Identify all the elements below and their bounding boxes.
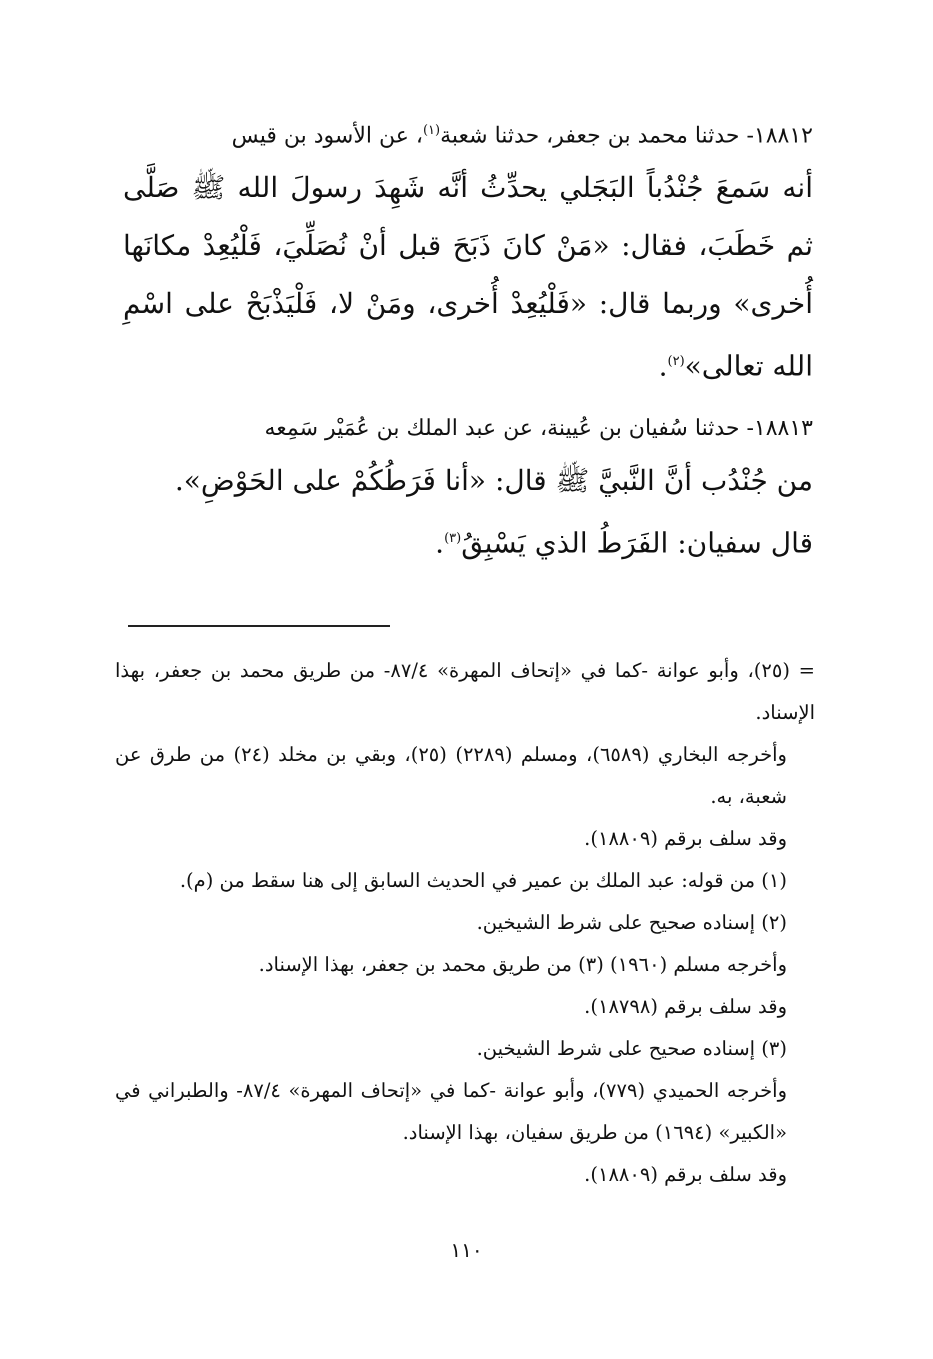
hadith-18813-quote-text: قال سفيان: الفَرَطُ الذي يَسْبِقُ (461, 525, 813, 559)
hadith-18812-body-text: أنه سَمعَ جُنْدُباً البَجَلي يحدِّثُ أنَّه شَهِدَ رسولَ الله ﷺ صَلَّى ثم خَطَبَ، فقال: «مَنْ كانَ ذَبَحَ قبل أنْ نُصَلِّيَ، فَلْيُعِدْ مكانَها أُخرى» وربما قال: «فَلْيُعِدْ أُخرى، ومَنْ لا، فَلْيَذْبَحْ على اسْمِ الله تعالى» (123, 171, 813, 383)
hadith-18813-body-text: من جُنْدُب أنَّ النَّبيَّ ﷺ قال: «أنا فَرَطُكُمْ على الحَوْضِ». (174, 463, 813, 497)
footnote-line: وأخرجه مسلم (١٩٦٠) (٣) من طريق محمد بن جعفر، بهذا الإسناد. (258, 953, 787, 976)
main-text (123, 108, 813, 572)
footnote-line: (٢) إسناده صحيح على شرط الشيخين. (476, 911, 787, 934)
footnote-line: وقد سلف برقم (١٨٧٩٨). (584, 995, 787, 1018)
footnote-line: = (٢٥)، وأبو عوانة -كما في «إتحاف المهرة» ٨٧/٤- من طريق محمد بن جعفر، بهذا الإسناد. (115, 659, 815, 724)
footnote-line: (١) من قوله: عبد الملك بن عمير في الحديث السابق إلى هنا سقط من (م). (179, 869, 787, 892)
hadith-18812-intro-text: ١٨٨١٢- حدثنا محمد بن جعفر، حدثنا شعبة (440, 123, 813, 149)
hadith-18813-body (123, 452, 813, 510)
footnote-marker-1: (١) (422, 123, 441, 138)
footnote-divider (128, 625, 390, 627)
footnotes (115, 650, 815, 1196)
footnote-marker-2: (٢) (667, 354, 685, 370)
hadith-18812-body (123, 159, 813, 395)
hadith-18813-intro (123, 406, 813, 452)
footnote-marker-3: (٣) (444, 530, 462, 546)
hadith-18813-intro-text: ١٨٨١٣- حدثنا سُفيان بن عُيينة، عن عبد الملك بن عُمَيْر سَمِعه (264, 415, 813, 441)
hadith-18812-body-end: . (658, 349, 668, 383)
hadith-18812-intro-tail: ، عن الأسود بن قيس (231, 123, 423, 149)
footnote-line: وأخرجه الحميدي (٧٧٩)، وأبو عوانة -كما في «إتحاف المهرة» ٨٧/٤- والطبراني في «الكبير» (١٦٩٤) من طريق سفيان، بهذا الإسناد. (115, 1079, 787, 1144)
hadith-18813-quote-end: . (435, 525, 445, 559)
hadith-18813-quote (123, 510, 813, 572)
page-number: ١١٠ (450, 1238, 483, 1262)
footnote-line: وقد سلف برقم (١٨٨٠٩). (584, 827, 787, 850)
footnote-line: (٣) إسناده صحيح على شرط الشيخين. (476, 1037, 787, 1060)
footnote-line: وقد سلف برقم (١٨٨٠٩). (584, 1163, 787, 1186)
hadith-18812-intro (123, 108, 813, 159)
footnote-line: وأخرجه البخاري (٦٥٨٩)، ومسلم (٢٢٨٩) (٢٥)، وبقي بن مخلد (٢٤) من طرق عن شعبة، به. (115, 743, 787, 808)
